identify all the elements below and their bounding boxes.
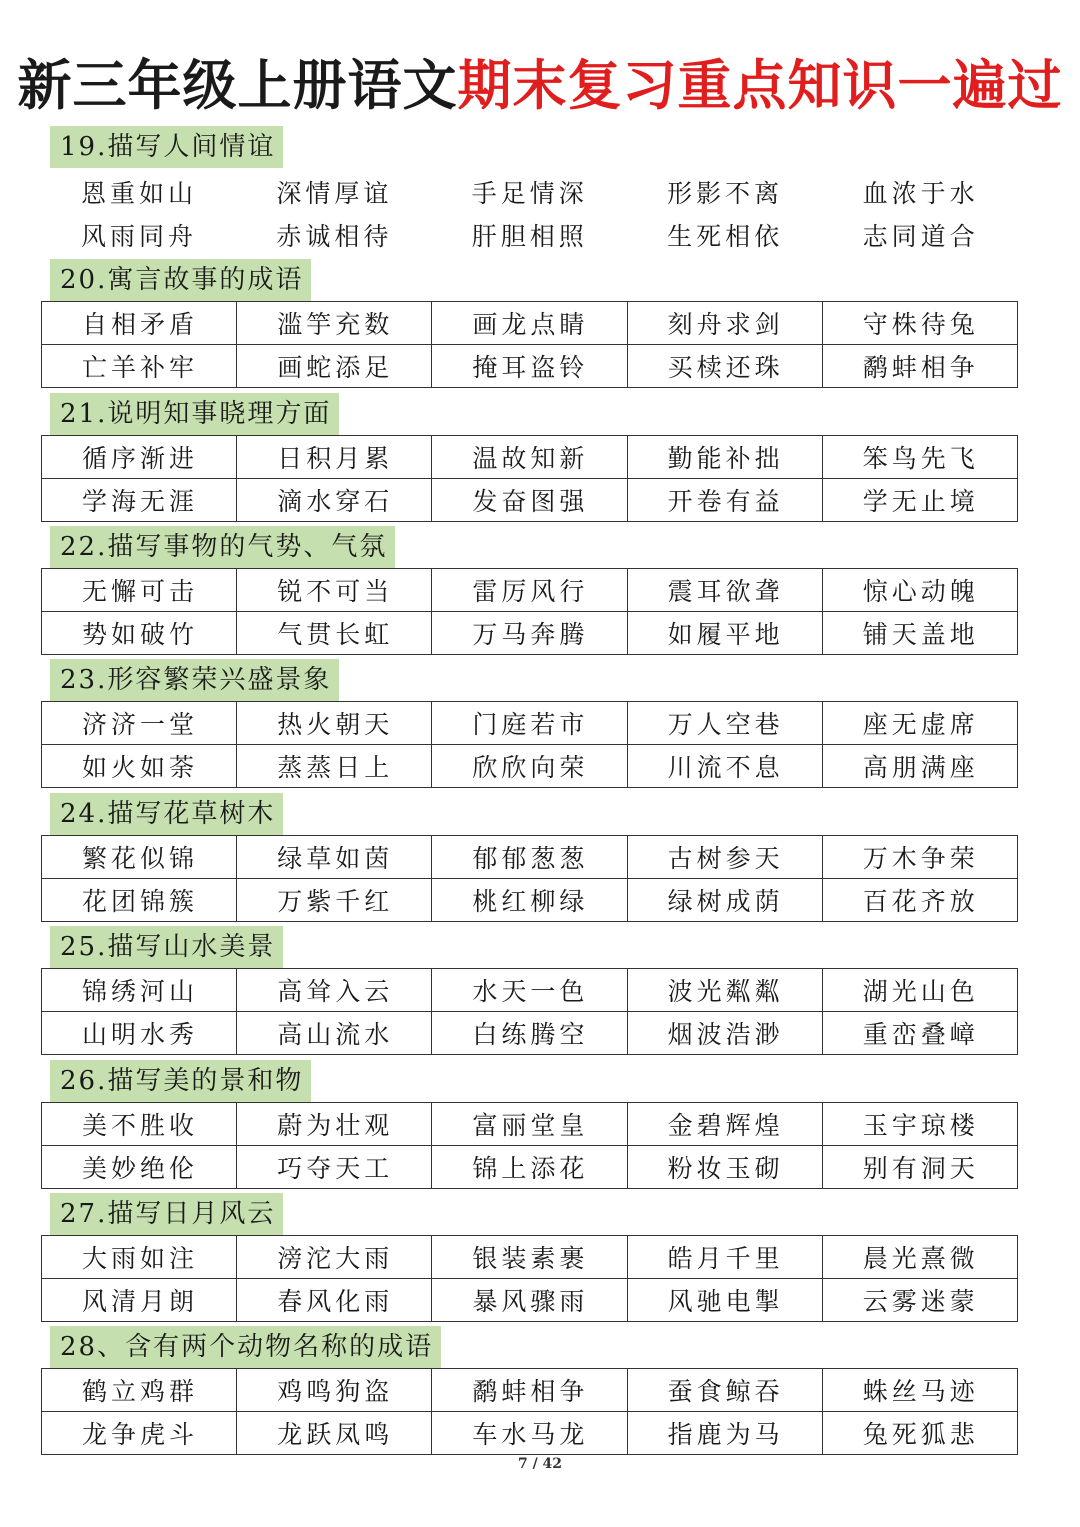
idiom-cell: 蚕食鲸吞 [627,1369,822,1412]
idiom-cell: 画蛇添足 [237,345,432,388]
idiom-cell: 座无虚席 [822,702,1017,745]
idiom-cell: 绿树成荫 [627,879,822,922]
idiom-table [41,301,1018,388]
idiom-cell: 如履平地 [627,612,822,655]
idiom-cell: 志同道合 [862,221,979,251]
idiom-cell: 自相矛盾 [42,302,237,345]
idiom-cell: 开卷有益 [627,479,822,522]
idiom-cell: 繁花似锦 [42,836,237,879]
idiom-cell: 水天一色 [432,969,627,1012]
idiom-cell: 日积月累 [237,436,432,479]
idiom-table [41,170,1018,256]
idiom-table [41,835,1018,922]
idiom-table [41,568,1018,655]
idiom-cell: 指鹿为马 [627,1412,822,1455]
table-row [42,1369,1018,1412]
table-row [42,1279,1018,1322]
idiom-cell: 大雨如注 [42,1236,237,1279]
table-row [41,213,1018,256]
idiom-cell: 富丽堂皇 [432,1103,627,1146]
section [41,659,1018,788]
section [41,1060,1018,1189]
idiom-cell: 热火朝天 [237,702,432,745]
idiom-cell: 美妙绝伦 [42,1146,237,1189]
table-row [42,969,1018,1012]
idiom-cell: 生死相依 [667,221,784,251]
idiom-cell: 山明水秀 [42,1012,237,1055]
section [41,126,1018,256]
idiom-cell: 滴水穿石 [237,479,432,522]
idiom-cell: 高朋满座 [822,745,1017,788]
section [41,259,1018,388]
idiom-cell: 晨光熹微 [822,1236,1017,1279]
table-row [42,879,1018,922]
idiom-cell: 买椟还珠 [627,345,822,388]
idiom-cell: 万马奔腾 [432,612,627,655]
table-row [42,1412,1018,1455]
idiom-table [41,1102,1018,1189]
idiom-cell: 震耳欲聋 [627,569,822,612]
idiom-cell: 暴风骤雨 [432,1279,627,1322]
idiom-cell: 门庭若市 [432,702,627,745]
section-heading: 24.描写花草树木 [50,793,283,835]
section [41,393,1018,522]
idiom-cell: 滥竽充数 [237,302,432,345]
idiom-cell: 云雾迷蒙 [822,1279,1017,1322]
idiom-cell: 车水马龙 [432,1412,627,1455]
idiom-cell: 锦绣河山 [42,969,237,1012]
idiom-cell: 烟波浩渺 [627,1012,822,1055]
idiom-cell: 绿草如茵 [237,836,432,879]
idiom-cell: 风驰电掣 [627,1279,822,1322]
section [41,926,1018,1055]
idiom-cell: 温故知新 [432,436,627,479]
idiom-table [41,1235,1018,1322]
idiom-cell: 循序渐进 [42,436,237,479]
idiom-cell: 刻舟求剑 [627,302,822,345]
section-heading: 23.形容繁荣兴盛景象 [50,659,339,701]
idiom-cell: 学无止境 [822,479,1017,522]
idiom-cell: 白练腾空 [432,1012,627,1055]
idiom-cell: 桃红柳绿 [432,879,627,922]
idiom-cell: 锐不可当 [237,569,432,612]
idiom-cell: 波光粼粼 [627,969,822,1012]
idiom-cell: 掩耳盗铃 [432,345,627,388]
idiom-cell: 万木争荣 [822,836,1017,879]
section-heading: 25.描写山水美景 [50,926,283,968]
idiom-cell: 气贯长虹 [237,612,432,655]
idiom-cell: 画龙点睛 [432,302,627,345]
idiom-cell: 蛛丝马迹 [822,1369,1017,1412]
table-row [41,170,1018,213]
idiom-cell: 手足情深 [471,178,588,208]
idiom-cell: 形影不离 [667,178,784,208]
idiom-cell: 亡羊补牢 [42,345,237,388]
idiom-cell: 高山流水 [237,1012,432,1055]
idiom-cell: 别有洞天 [822,1146,1017,1189]
idiom-cell: 欣欣向荣 [432,745,627,788]
idiom-cell: 学海无涯 [42,479,237,522]
section-heading: 20.寓言故事的成语 [50,259,311,301]
idiom-cell: 兔死狐悲 [822,1412,1017,1455]
idiom-cell: 重峦叠嶂 [822,1012,1017,1055]
page-number: 7 / 42 [517,1456,563,1472]
idiom-cell: 赤诚相待 [276,221,393,251]
idiom-table [41,968,1018,1055]
idiom-cell: 金碧辉煌 [627,1103,822,1146]
idiom-cell: 风雨同舟 [81,221,198,251]
idiom-cell: 雷厉风行 [432,569,627,612]
table-row [42,1012,1018,1055]
idiom-cell: 发奋图强 [432,479,627,522]
section-heading: 22.描写事物的气势、气氛 [50,526,395,568]
idiom-cell: 恩重如山 [81,178,198,208]
idiom-cell: 皓月千里 [627,1236,822,1279]
idiom-cell: 惊心动魄 [822,569,1017,612]
idiom-cell: 湖光山色 [822,969,1017,1012]
table-row [42,302,1018,345]
table-row [42,1146,1018,1189]
table-row [42,1103,1018,1146]
idiom-cell: 银装素裹 [432,1236,627,1279]
idiom-cell: 万紫千红 [237,879,432,922]
idiom-cell: 守株待兔 [822,302,1017,345]
idiom-cell: 深情厚谊 [276,178,393,208]
section [41,1193,1018,1322]
idiom-cell: 春风化雨 [237,1279,432,1322]
idiom-cell: 高耸入云 [237,969,432,1012]
idiom-cell: 鸡鸣狗盗 [237,1369,432,1412]
idiom-cell: 风清月朗 [42,1279,237,1322]
idiom-cell: 花团锦簇 [42,879,237,922]
idiom-cell: 百花齐放 [822,879,1017,922]
table-row [42,745,1018,788]
idiom-cell: 龙争虎斗 [42,1412,237,1455]
idiom-cell: 巧夺天工 [237,1146,432,1189]
table-row [42,569,1018,612]
idiom-cell: 龙跃凤鸣 [237,1412,432,1455]
idiom-cell: 郁郁葱葱 [432,836,627,879]
idiom-cell: 蒸蒸日上 [237,745,432,788]
idiom-cell: 笨鸟先飞 [822,436,1017,479]
section-heading: 27.描写日月风云 [50,1193,283,1235]
idiom-cell: 古树参天 [627,836,822,879]
title-part-red: 期末复习重点知识一遍过 [457,53,1063,117]
section [41,1326,1018,1455]
section [41,793,1018,922]
idiom-cell: 蔚为壮观 [237,1103,432,1146]
idiom-cell: 勤能补拙 [627,436,822,479]
table-row [42,479,1018,522]
section-heading: 21.说明知事晓理方面 [50,393,339,435]
idiom-cell: 无懈可击 [42,569,237,612]
idiom-cell: 如火如荼 [42,745,237,788]
idiom-cell: 势如破竹 [42,612,237,655]
idiom-cell: 血浓于水 [862,178,979,208]
section-heading: 19.描写人间情谊 [50,126,283,168]
idiom-cell: 锦上添花 [432,1146,627,1189]
idiom-cell: 川流不息 [627,745,822,788]
table-row [42,345,1018,388]
idiom-cell: 鹬蚌相争 [822,345,1017,388]
idiom-cell: 粉妆玉砌 [627,1146,822,1189]
idiom-cell: 肝胆相照 [471,221,588,251]
idiom-table [41,1368,1018,1455]
idiom-cell: 玉宇琼楼 [822,1103,1017,1146]
idiom-cell: 铺天盖地 [822,612,1017,655]
idiom-table [41,701,1018,788]
table-row [42,612,1018,655]
idiom-cell: 鹬蚌相争 [432,1369,627,1412]
idiom-cell: 美不胜收 [42,1103,237,1146]
idiom-cell: 万人空巷 [627,702,822,745]
table-row [42,836,1018,879]
idiom-cell: 滂沱大雨 [237,1236,432,1279]
idiom-table [41,435,1018,522]
table-row [42,436,1018,479]
title-part-black: 新三年级上册语文 [17,53,458,117]
section-heading: 28、含有两个动物名称的成语 [50,1326,441,1368]
page-title [0,52,1080,118]
section [41,526,1018,655]
section-heading: 26.描写美的景和物 [50,1060,311,1102]
table-row [42,702,1018,745]
idiom-cell: 济济一堂 [42,702,237,745]
table-row [42,1236,1018,1279]
idiom-cell: 鹤立鸡群 [42,1369,237,1412]
